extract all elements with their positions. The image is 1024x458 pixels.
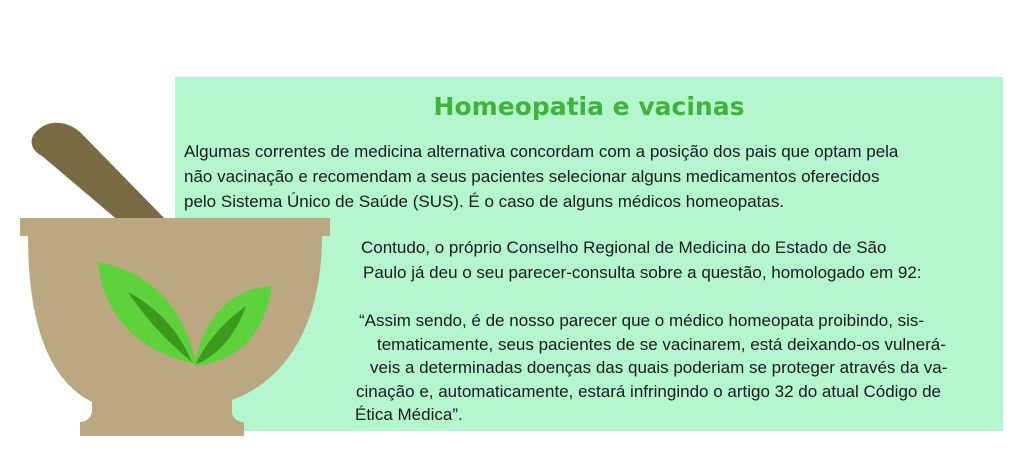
page-title: Homeopatia e vacinas (433, 92, 745, 121)
council-paragraph (361, 235, 991, 285)
quote-line: “Assim sendo, é de nosso parecer que o médico homeopata proibindo, sis- (359, 311, 925, 330)
text-line: Contudo, o próprio Conselho Regional de Medicina do Estado de São (361, 238, 887, 257)
text-line: pelo Sistema Único de Saúde (SUS). É o caso de alguns médicos homeopatas. (184, 192, 785, 211)
intro-paragraph (184, 139, 1002, 214)
text-line: não vacinação e recomendam a seus pacientes selecionar alguns medicamentos oferecidos (184, 167, 880, 186)
council-quote (351, 309, 996, 427)
quote-line: veis a determinadas doenças das quais poderiam se proteger através da va- (370, 358, 948, 377)
quote-line: tematicamente, seus pacientes de se vacinarem, está deixando-os vulnerá- (377, 334, 946, 354)
text-line: Algumas correntes de medicina alternativa concordam com a posição dos pais que optam pela (184, 142, 899, 161)
quote-line: Ética Médica”. (355, 405, 463, 424)
mortar-rim (20, 218, 330, 236)
quote-line: cinação e, automaticamente, estará infringindo o artigo 32 do atual Código de (356, 381, 941, 401)
text-line: Paulo já deu o seu parecer-consulta sobre a questão, homologado em 92: (363, 263, 922, 282)
pestle-shape (32, 123, 168, 222)
